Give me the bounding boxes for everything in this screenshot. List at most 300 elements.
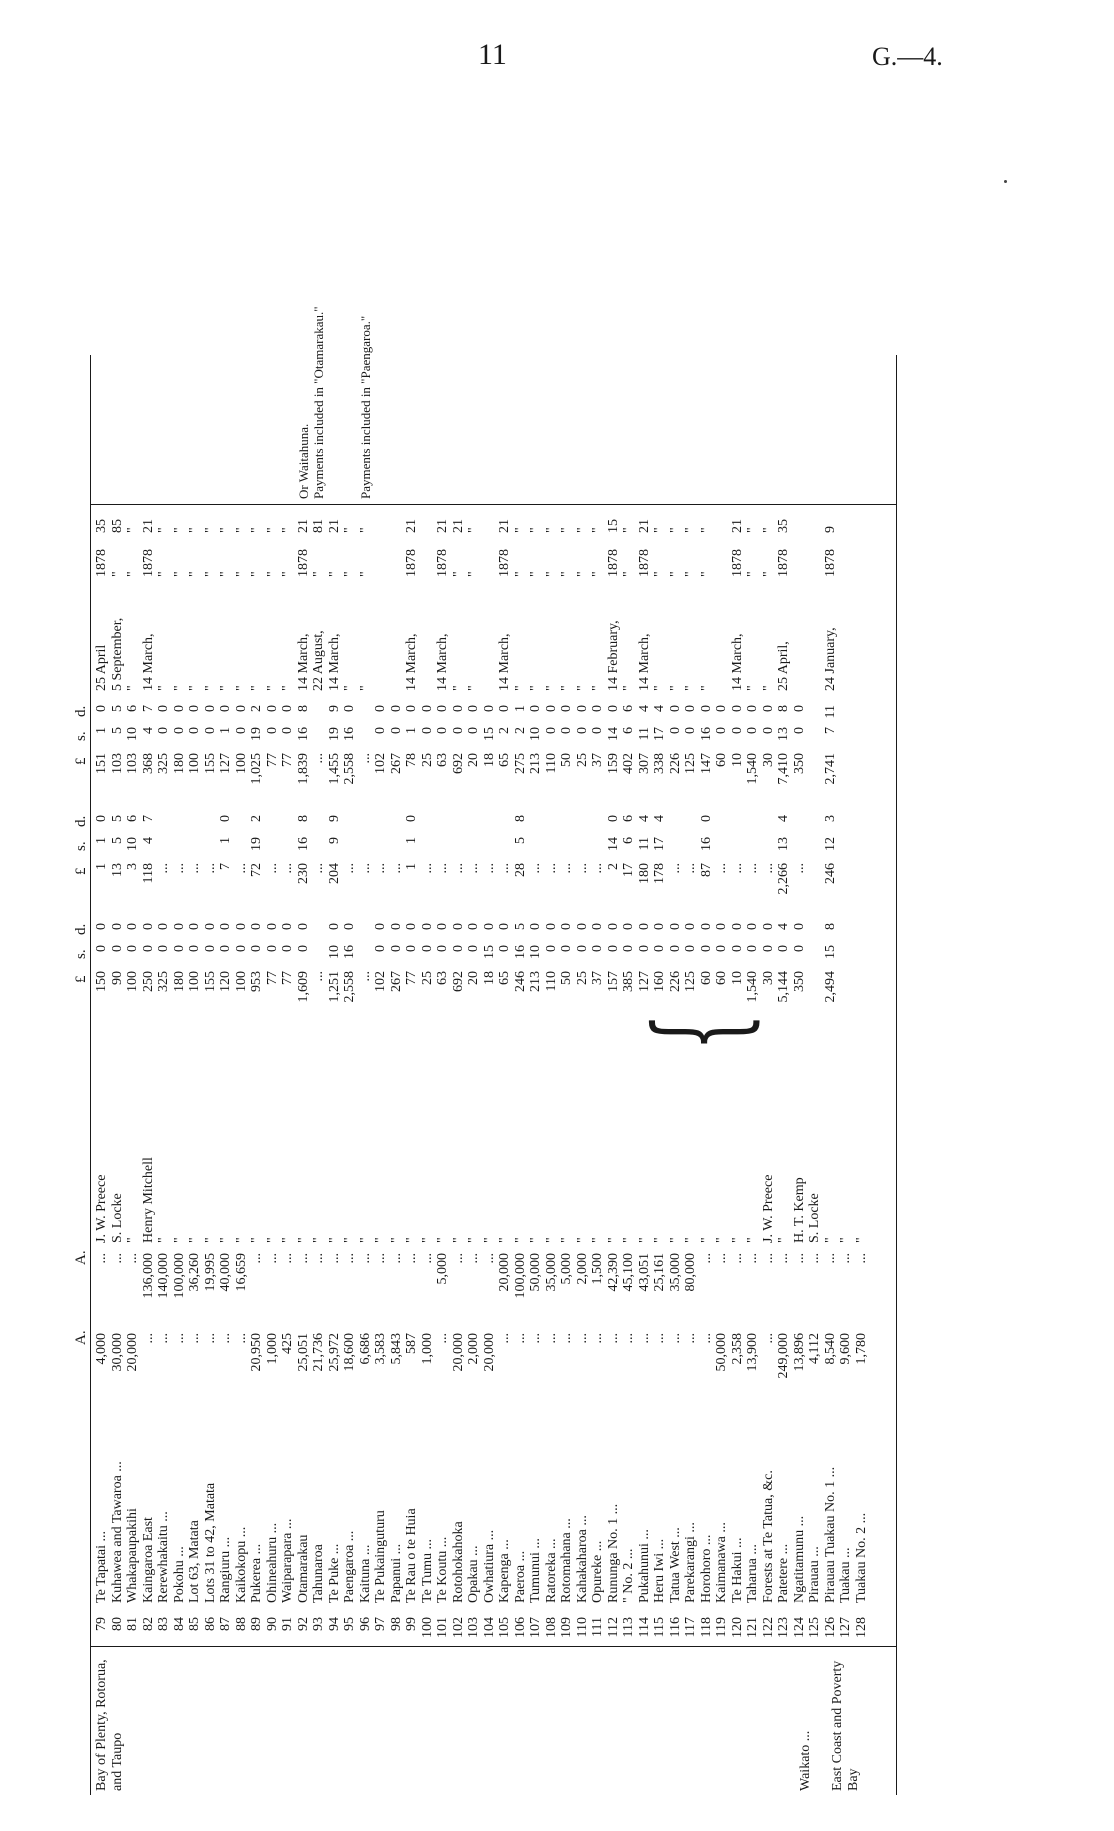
- row-number: 99: [404, 1617, 419, 1631]
- total-pounds: ...: [311, 753, 326, 764]
- expenses-pounds: 28: [512, 863, 528, 877]
- gazette-date: 14 February,: [605, 620, 621, 691]
- total-shillings: 1: [218, 727, 233, 734]
- row-number: 98: [388, 1617, 404, 1631]
- paid-pounds: 692: [450, 971, 466, 992]
- paid-shillings: 0: [791, 945, 807, 952]
- total-pounds: 338: [652, 753, 667, 774]
- officer-name: ": [667, 1237, 683, 1243]
- area-acres: 20,000: [125, 1333, 140, 1372]
- total-pence: 11: [822, 705, 838, 719]
- paid-shillings: 0: [264, 945, 280, 952]
- gazette-date: ": [125, 685, 140, 691]
- total-pence: 0: [683, 705, 698, 712]
- officer-name: ": [497, 1237, 512, 1243]
- total-pounds: 100: [187, 753, 202, 774]
- officer-name: ": [264, 1237, 280, 1243]
- estimated-acres: 36,260: [187, 1253, 202, 1292]
- expenses-pounds: ...: [590, 863, 605, 874]
- gazette-date: ": [249, 685, 264, 691]
- block-name: Pukahunui ...: [636, 1529, 652, 1603]
- total-shillings: 6: [621, 727, 636, 734]
- total-shillings: 0: [388, 727, 404, 734]
- block-name: Otamarakau: [295, 1534, 311, 1603]
- officer-name: ": [776, 1237, 791, 1243]
- gazette-number: ": [280, 527, 295, 533]
- total-pence: 0: [264, 705, 280, 712]
- total-pence: 1: [512, 705, 528, 712]
- officer-name: ": [574, 1237, 590, 1243]
- gazette-year: ": [760, 571, 776, 577]
- gazette-number: ": [357, 527, 373, 533]
- paid-pounds: 10: [729, 971, 745, 985]
- total-pounds: 63: [435, 753, 450, 767]
- expenses-pounds: 230: [295, 863, 311, 884]
- paid-pence: 0: [388, 923, 404, 930]
- row-number: 92: [295, 1617, 311, 1631]
- block-name: Opakau ...: [466, 1545, 481, 1603]
- expenses-pounds: ...: [202, 863, 218, 874]
- row-number: 105: [497, 1617, 512, 1638]
- gazette-year: ": [590, 571, 605, 577]
- estimated-acres: ...: [698, 1253, 714, 1264]
- area-acres: 3,583: [373, 1333, 388, 1365]
- expenses-pence: 0: [404, 815, 419, 822]
- total-shillings: 0: [202, 727, 218, 734]
- area-acres: 30,000: [109, 1333, 125, 1372]
- paid-pence: 0: [326, 923, 342, 930]
- area-acres: ...: [140, 1333, 156, 1344]
- paid-shillings: 16: [512, 945, 528, 959]
- row-number: 82: [140, 1617, 156, 1631]
- row-number: 116: [667, 1617, 683, 1638]
- remarks: Payments included in "Paengaroa.": [357, 315, 373, 499]
- area-acres: 13,896: [791, 1333, 807, 1372]
- total-pounds: 18: [481, 753, 497, 767]
- paid-pence: 0: [187, 923, 202, 930]
- acres-header-2: A.: [73, 1250, 89, 1265]
- table-row: [528, 355, 544, 1795]
- paid-pence: 0: [636, 923, 652, 930]
- officer-name: ": [605, 1237, 621, 1243]
- table-row: [544, 355, 560, 1795]
- block-name: Patetere ...: [776, 1543, 791, 1603]
- gazette-number: 35: [94, 519, 109, 533]
- total-pence: 0: [605, 705, 621, 712]
- area-acres: 587: [404, 1333, 419, 1354]
- total-shillings: 16: [342, 727, 357, 741]
- estimated-acres: ...: [326, 1253, 342, 1264]
- total-pounds: 103: [109, 753, 125, 774]
- gazette-number: 21: [295, 519, 311, 533]
- paid-pounds: 100: [125, 971, 140, 992]
- expenses-pence: 6: [125, 815, 140, 822]
- officer-name: ": [466, 1237, 481, 1243]
- paid-pounds: 5,144: [776, 971, 791, 1003]
- estimated-acres: ...: [822, 1253, 838, 1264]
- gazette-year: ": [559, 571, 574, 577]
- paid-pounds: 157: [605, 971, 621, 992]
- row-number: 123: [776, 1617, 791, 1638]
- officer-name: J. W. Preece: [760, 1174, 776, 1243]
- table-row: [249, 355, 265, 1795]
- row-number: 118: [698, 1617, 714, 1638]
- total-pence: 0: [791, 705, 807, 712]
- officer-name: Henry Mitchell: [140, 1157, 156, 1243]
- expenses-shillings: 1: [218, 837, 233, 844]
- gazette-number: ": [528, 527, 543, 533]
- gazette-number: 21: [435, 519, 450, 533]
- block-name: Waiparapara ...: [280, 1518, 295, 1603]
- area-acres: 1,000: [419, 1333, 435, 1365]
- expenses-pence: 8: [295, 815, 311, 822]
- total-shillings: 17: [652, 727, 667, 741]
- pounds-header-2: £: [73, 867, 89, 875]
- block-name: Lot 63, Matata: [187, 1520, 202, 1603]
- total-shillings: 2: [497, 727, 512, 734]
- district-label: Bay of Plenty, Rotorua, and Taupo: [94, 1659, 125, 1791]
- total-pounds: 368: [140, 753, 156, 774]
- gazette-year: ": [528, 571, 543, 577]
- officer-name: ": [590, 1237, 605, 1243]
- gazette-date: 14 March,: [295, 633, 311, 691]
- block-name: Te Hakui ...: [729, 1537, 745, 1603]
- estimated-acres: 42,390: [605, 1253, 621, 1292]
- estimated-acres: ...: [838, 1253, 853, 1264]
- paid-pence: 0: [156, 923, 171, 930]
- total-shillings: 19: [249, 727, 264, 741]
- row-number: 124: [791, 1617, 807, 1638]
- area-acres: 4,000: [94, 1333, 109, 1365]
- total-pence: 0: [156, 705, 171, 712]
- paid-shillings: 0: [559, 945, 574, 952]
- area-acres: 20,950: [249, 1333, 264, 1372]
- estimated-acres: 35,000: [667, 1253, 683, 1292]
- block-name: Pukerea ...: [249, 1543, 264, 1603]
- rotated-land-purchase-table: [70, 306, 930, 1795]
- table-row: [342, 355, 358, 1795]
- paid-pence: 0: [683, 923, 698, 930]
- gazette-year: ": [218, 571, 233, 577]
- total-pounds: 226: [667, 753, 683, 774]
- paid-shillings: 0: [729, 945, 745, 952]
- total-shillings: 0: [419, 727, 435, 734]
- paid-pounds: 50: [559, 971, 574, 985]
- estimated-acres: 16,659: [233, 1253, 249, 1292]
- expenses-shillings: 16: [698, 837, 714, 851]
- paid-pence: 0: [652, 923, 667, 930]
- row-number: 109: [559, 1617, 574, 1638]
- block-name: Tuakau No. 2 ...: [853, 1512, 869, 1603]
- gazette-year: 1878: [822, 549, 838, 577]
- paid-shillings: 0: [295, 945, 311, 952]
- total-pence: 0: [559, 705, 574, 712]
- row-number: 127: [838, 1617, 853, 1638]
- area-acres: ...: [512, 1333, 528, 1344]
- paid-shillings: 0: [109, 945, 125, 952]
- area-acres: 50,000: [714, 1333, 729, 1372]
- paid-shillings: 0: [667, 945, 683, 952]
- total-shillings: 0: [264, 727, 280, 734]
- estimated-acres: 136,000: [140, 1253, 156, 1299]
- expenses-pence: 4: [652, 815, 667, 822]
- paid-shillings: 0: [745, 945, 760, 952]
- total-shillings: 14: [605, 727, 621, 741]
- table-row: [559, 355, 575, 1795]
- total-pence: 0: [574, 705, 590, 712]
- expenses-pounds: 17: [621, 863, 636, 877]
- paid-pence: 0: [295, 923, 311, 930]
- paid-pence: 8: [822, 923, 838, 930]
- gazette-date: ": [466, 685, 481, 691]
- row-number: 87: [218, 1617, 233, 1631]
- area-acres: ...: [574, 1333, 590, 1344]
- pence-header-1: d.: [73, 923, 89, 935]
- row-number: 112: [605, 1617, 621, 1638]
- paid-pounds: 100: [233, 971, 249, 992]
- expenses-pounds: ...: [481, 863, 497, 874]
- gazette-date: 14 March,: [140, 633, 156, 691]
- total-pounds: 7,410: [776, 753, 791, 785]
- estimated-acres: ...: [714, 1253, 729, 1264]
- gazette-date: 22 August,: [311, 630, 326, 691]
- estimated-acres: ...: [760, 1253, 776, 1264]
- paid-pounds: 63: [435, 971, 450, 985]
- officer-name: ": [621, 1237, 636, 1243]
- district-label: Waikato ...: [798, 1730, 813, 1791]
- paid-pounds: 213: [528, 971, 543, 992]
- paid-shillings: 0: [543, 945, 559, 952]
- expenses-pounds: 118: [140, 863, 156, 884]
- gazette-date: ": [745, 685, 760, 691]
- total-pounds: 1,839: [295, 753, 311, 785]
- gazette-number: ": [590, 527, 605, 533]
- expenses-shillings: 16: [295, 837, 311, 851]
- paid-shillings: 0: [450, 945, 466, 952]
- paid-pence: 0: [729, 923, 745, 930]
- gazette-year: ": [574, 571, 590, 577]
- expenses-pounds: ...: [574, 863, 590, 874]
- total-pounds: 159: [605, 753, 621, 774]
- total-pence: 0: [714, 705, 729, 712]
- pounds-header-3: £: [73, 757, 89, 765]
- row-number: 126: [822, 1617, 838, 1638]
- table-row: [404, 355, 420, 1795]
- gazette-number: ": [559, 527, 574, 533]
- shillings-header-1: s.: [73, 949, 89, 959]
- total-pounds: 180: [171, 753, 187, 774]
- total-pounds: 10: [729, 753, 745, 767]
- total-shillings: 10: [528, 727, 543, 741]
- expenses-pounds: ...: [342, 863, 357, 874]
- gazette-number: 15: [605, 519, 621, 533]
- gazette-number: ": [342, 527, 357, 533]
- table-row: [652, 355, 668, 1795]
- expenses-pence: 4: [776, 815, 791, 822]
- expenses-pounds: ...: [450, 863, 466, 874]
- table-row: [311, 306, 327, 1795]
- row-number: 90: [264, 1617, 280, 1631]
- gazette-date: ": [357, 685, 373, 691]
- row-number: 93: [311, 1617, 326, 1631]
- total-shillings: 10: [125, 727, 140, 741]
- paid-shillings: 0: [373, 945, 388, 952]
- total-shillings: 0: [171, 727, 187, 734]
- gazette-year: 1878: [140, 549, 156, 577]
- row-number: 85: [187, 1617, 202, 1631]
- area-acres: ...: [590, 1333, 605, 1344]
- print-speck: [1004, 180, 1007, 183]
- paid-pounds: 18: [481, 971, 497, 985]
- paid-pence: 0: [264, 923, 280, 930]
- block-name: Pirauau Tuakau No. 1 ...: [822, 1466, 838, 1603]
- table-row: [203, 355, 219, 1795]
- total-pounds: 78: [404, 753, 419, 767]
- estimated-acres: ...: [729, 1253, 745, 1264]
- total-shillings: 13: [776, 727, 791, 741]
- row-number: 84: [171, 1617, 187, 1631]
- total-pence: 2: [249, 705, 264, 712]
- area-acres: 1,000: [264, 1333, 280, 1365]
- officer-name: ": [187, 1237, 202, 1243]
- expenses-pounds: ...: [714, 863, 729, 874]
- officer-name: S. Locke: [807, 1193, 822, 1243]
- officer-name: ": [543, 1237, 559, 1243]
- paid-pounds: 1,609: [295, 971, 311, 1003]
- estimated-acres: ...: [373, 1253, 388, 1264]
- expenses-shillings: 19: [249, 837, 264, 851]
- gazette-date: ": [450, 685, 466, 691]
- estimated-acres: 2,000: [574, 1253, 590, 1285]
- total-pence: 0: [667, 705, 683, 712]
- shillings-header-3: s.: [73, 731, 89, 741]
- expenses-pence: 4: [636, 815, 652, 822]
- estimated-acres: 140,000: [156, 1253, 171, 1299]
- expenses-shillings: 5: [512, 837, 528, 844]
- gazette-number: ": [202, 527, 218, 533]
- total-pence: 0: [419, 705, 435, 712]
- expenses-pounds: ...: [311, 863, 326, 874]
- paid-shillings: 0: [590, 945, 605, 952]
- row-number: 97: [373, 1617, 388, 1631]
- total-pounds: 2,741: [822, 753, 838, 785]
- gazette-number: 21: [140, 519, 156, 533]
- page-number: 11: [478, 38, 507, 71]
- expenses-pounds: 7: [218, 863, 233, 870]
- paid-pence: 0: [574, 923, 590, 930]
- table-row: [761, 355, 777, 1795]
- paid-shillings: 0: [652, 945, 667, 952]
- paid-pounds: 180: [171, 971, 187, 992]
- estimated-acres: ...: [404, 1253, 419, 1264]
- remarks: Payments included in "Otamarakau.": [311, 306, 326, 499]
- block-name: Owhatiura ...: [481, 1529, 497, 1603]
- officer-name: ": [311, 1237, 326, 1243]
- table-row: [513, 355, 529, 1795]
- area-acres: ...: [202, 1333, 218, 1344]
- total-pounds: 37: [590, 753, 605, 767]
- estimated-acres: ...: [466, 1253, 481, 1264]
- expenses-shillings: 17: [652, 837, 667, 851]
- area-acres: 1,780: [853, 1333, 869, 1365]
- expenses-pounds: 87: [698, 863, 714, 877]
- expenses-pence: 0: [94, 815, 109, 822]
- estimated-acres: 5,000: [435, 1253, 450, 1285]
- gazette-year: 1878: [636, 549, 652, 577]
- row-number: 88: [233, 1617, 249, 1631]
- shillings-header-2: s.: [73, 841, 89, 851]
- paid-shillings: 0: [698, 945, 714, 952]
- total-pounds: 25: [574, 753, 590, 767]
- gazette-date: ": [574, 685, 590, 691]
- gazette-number: ": [156, 527, 171, 533]
- gazette-date: ": [683, 685, 698, 691]
- row-number: 125: [807, 1617, 822, 1638]
- total-pence: 0: [497, 705, 512, 712]
- estimated-acres: ...: [450, 1253, 466, 1264]
- expenses-shillings: 4: [140, 837, 156, 844]
- total-shillings: 0: [373, 727, 388, 734]
- officer-name: ": [729, 1237, 745, 1243]
- total-shillings: 0: [791, 727, 807, 734]
- paid-pounds: 60: [714, 971, 729, 985]
- estimated-acres: ...: [388, 1253, 404, 1264]
- estimated-acres: ...: [125, 1253, 140, 1264]
- gazette-date: 14 March,: [729, 633, 745, 691]
- gazette-date: 14 March,: [326, 633, 342, 691]
- total-pounds: 20: [466, 753, 481, 767]
- total-pounds: 102: [373, 753, 388, 774]
- total-shillings: 11: [636, 727, 652, 741]
- gazette-year: ": [125, 571, 140, 577]
- officer-name: ": [125, 1237, 140, 1243]
- table-row: [373, 355, 389, 1795]
- block-name: Te Tapatai ...: [94, 1530, 109, 1603]
- paid-pounds: 60: [698, 971, 714, 985]
- table-row: [745, 355, 761, 1795]
- district-group-east-coast: [830, 355, 870, 1795]
- area-acres: ...: [652, 1333, 667, 1344]
- total-shillings: 0: [574, 727, 590, 734]
- block-name: Pirauau ...: [807, 1546, 822, 1603]
- block-name: Heru Iwi ...: [652, 1538, 667, 1603]
- gazette-date: ": [760, 685, 776, 691]
- area-acres: ...: [187, 1333, 202, 1344]
- remarks: Or Waitahuna.: [295, 423, 311, 499]
- paid-shillings: 0: [140, 945, 156, 952]
- gazette-number: ": [698, 527, 714, 533]
- total-pence: 4: [636, 705, 652, 712]
- gazette-number: ": [683, 527, 698, 533]
- total-pounds: 25: [419, 753, 435, 767]
- total-pounds: 1,455: [326, 753, 342, 785]
- paid-pence: 0: [419, 923, 435, 930]
- total-pounds: 30: [760, 753, 776, 767]
- total-pence: 0: [590, 705, 605, 712]
- gazette-year: 1878: [776, 549, 791, 577]
- area-acres: ...: [156, 1333, 171, 1344]
- total-pence: 0: [233, 705, 249, 712]
- gazette-number: 81: [311, 519, 326, 533]
- gazette-date: 14 March,: [636, 633, 652, 691]
- paid-pounds: 350: [791, 971, 807, 992]
- area-acres: 13,900: [745, 1333, 760, 1372]
- expenses-pounds: ...: [543, 863, 559, 874]
- estimated-acres: 40,000: [218, 1253, 233, 1292]
- officer-name: ": [636, 1237, 652, 1243]
- total-shillings: 16: [295, 727, 311, 741]
- expenses-pounds: 72: [249, 863, 264, 877]
